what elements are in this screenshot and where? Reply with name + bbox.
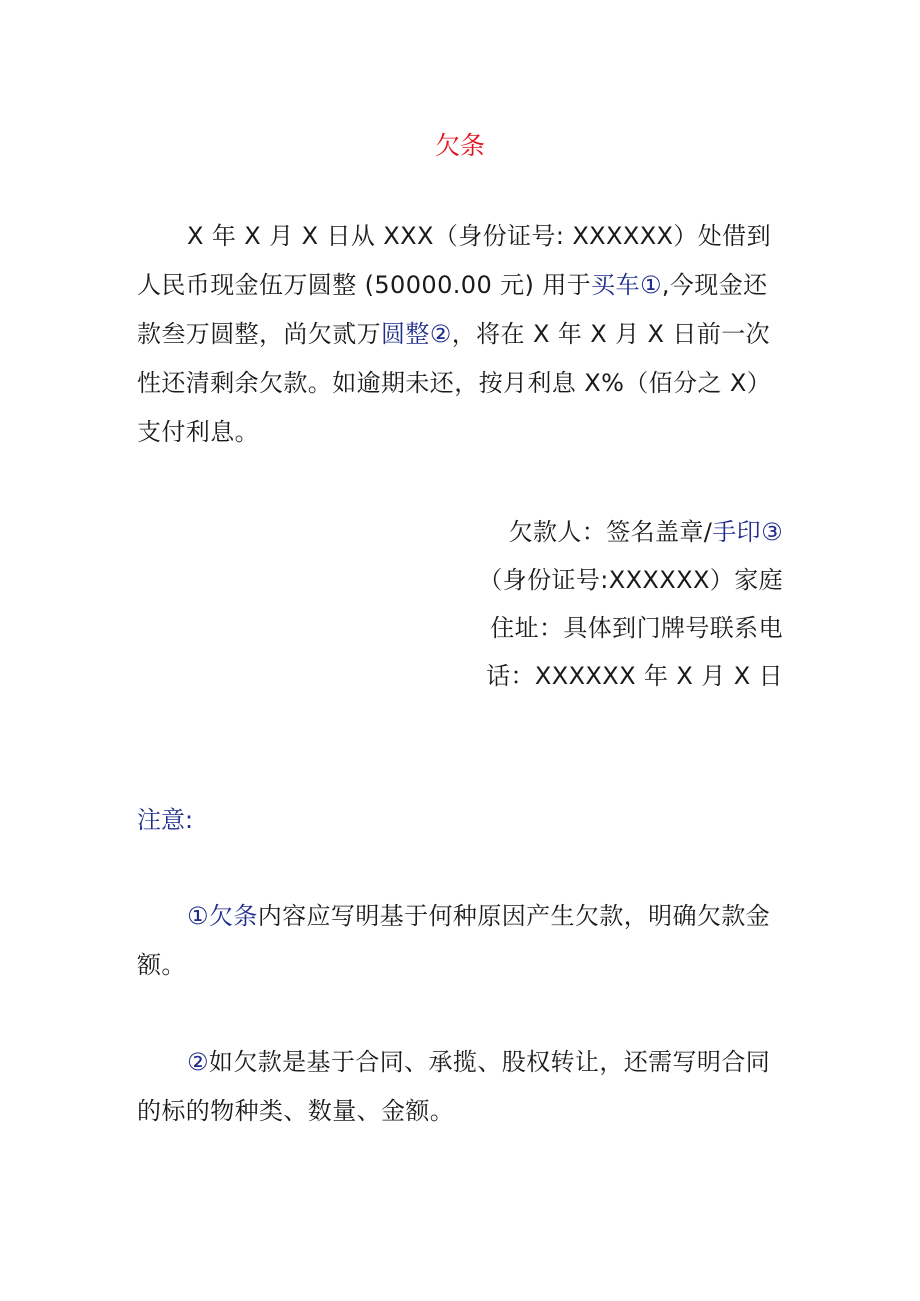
body-text-part1: X 年 X 月 X 日从 XXX（身份证号: XXXXXX）处借到人民币现金伍万圆整 (50000.00 元) 用于 bbox=[137, 222, 771, 299]
body-link-car-purchase[interactable]: 买车① bbox=[591, 271, 662, 299]
signature-link-fingerprint[interactable]: 手印③ bbox=[712, 518, 783, 546]
note2-marker-link[interactable]: ② bbox=[187, 1048, 209, 1076]
body-text-part3: ，将在 X 年 X 月 X 日前一次性还清剩余欠款。如逾期未还，按月利息 X%（佰分之 X）支付利息。 bbox=[137, 320, 772, 446]
signature-line-debtor bbox=[463, 508, 783, 556]
signature-line-id: （身份证号:XXXXXX）家庭 bbox=[478, 566, 783, 594]
note1-marker-link[interactable]: ①欠条 bbox=[187, 902, 258, 930]
loan-body-paragraph bbox=[137, 212, 787, 457]
signature-line-phone-date: 话：XXXXXX 年 X 月 X 日 bbox=[486, 662, 783, 690]
body-link-amount[interactable]: 圆整② bbox=[381, 320, 452, 348]
body-text-part2: ,今现金还款叁万圆整，尚欠贰万 bbox=[137, 271, 768, 348]
debtor-label: 欠款人：签名盖章/ bbox=[508, 518, 713, 546]
note2-text: 如欠款是基于合同、承揽、股权转让，还需写明合同的标的物种类、数量、金额。 bbox=[137, 1048, 771, 1125]
note1-text: 内容应写明基于何种原因产生欠款，明确欠款金额。 bbox=[137, 902, 771, 979]
signature-block bbox=[463, 508, 783, 700]
document-title: 欠条 bbox=[434, 131, 485, 160]
notice-item-1 bbox=[137, 892, 787, 990]
notice-item-2 bbox=[137, 1038, 787, 1136]
notice-heading: 注意: bbox=[137, 806, 194, 834]
signature-line-address: 住址：具体到门牌号联系电 bbox=[490, 614, 783, 642]
